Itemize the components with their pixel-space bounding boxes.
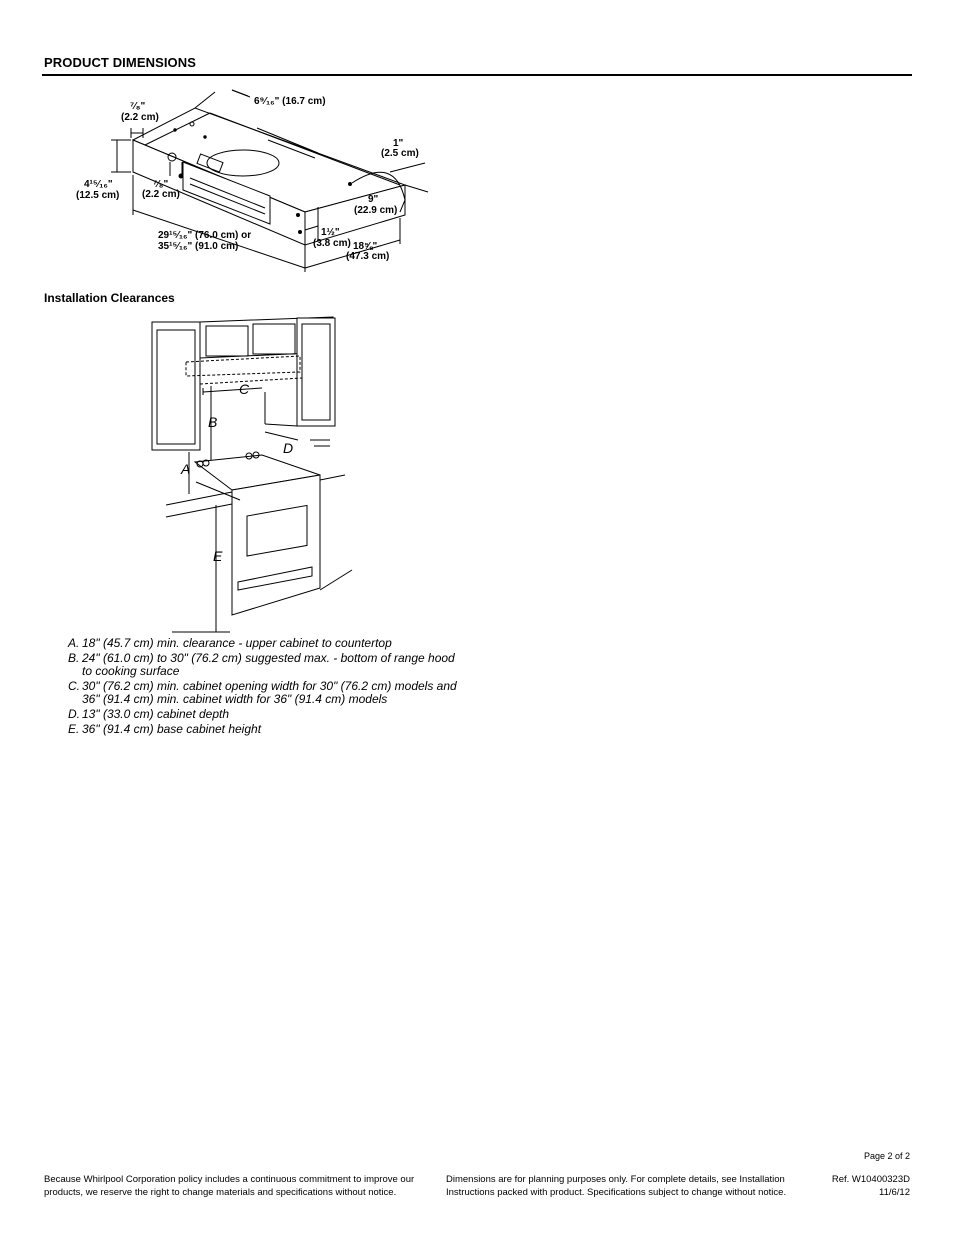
dim-side-in: 1½" [321,227,340,238]
footer-disclaimer: Dimensions are for planning purposes only. For complete details, see Installation Instructions packed with product. Specifications subject to change without notice. [446,1174,787,1198]
legend-text: 24" (61.0 cm) to 30" (76.2 cm) suggested max. - bottom of range hood to cooking surface [82,651,455,678]
legend-item [68,723,458,736]
legend-text: 13" (33.0 cm) cabinet depth [82,707,230,721]
legend-letter: A. [68,636,80,650]
legend-letter: C. [68,679,80,693]
legend-letter: D. [68,707,80,721]
footer-date: 11/6/12 [879,1186,910,1198]
dim-front-in: ⁷⁄₈" [153,179,169,190]
label-c: C [239,381,250,397]
legend-item [68,680,458,706]
page-title: PRODUCT DIMENSIONS [44,55,197,70]
label-b: B [208,414,218,430]
dim-top-left-in: ⁷⁄₈" [130,101,146,112]
legend-letter: E. [68,722,80,736]
legend-item [68,637,458,650]
dim-front-cm: (2.2 cm) [142,189,180,200]
dim-top-left-cm: (2.2 cm) [121,112,159,123]
legend-text: 18" (45.7 cm) min. clearance - upper cabinet to countertop [82,636,392,650]
dim-right-depth-cm: (22.9 cm) [354,205,398,216]
dim-width-line2: 35¹⁵⁄₁₆" (91.0 cm) [158,241,239,252]
dim-right-top-in: 1" [393,138,404,149]
dim-right-top-cm: (2.5 cm) [381,148,419,159]
dim-top-depth: 6⁹⁄₁₆" (16.7 cm) [254,96,326,107]
dim-right-depth-in: 9" [368,194,379,205]
clearances-title: Installation Clearances [44,291,175,305]
legend-item [68,708,458,721]
dim-height-in: 4¹⁵⁄₁₆" [84,179,113,190]
dim-side-cm: (3.8 cm) [313,238,351,249]
footer-ref: Ref. W10400323D [831,1174,910,1185]
dim-depth-in: 18⅝" [353,241,378,252]
label-a: A [181,461,191,477]
label-e: E [213,548,223,564]
legend-letter: B. [68,651,80,665]
label-d: D [283,440,294,456]
page-number: Page 2 of 2 [863,1151,910,1161]
footer-policy: Because Whirlpool Corporation policy includes a continuous commitment to improve our products, we reserve the right to change materials and specifications without notice. [44,1174,415,1198]
footer-reference [832,1174,910,1199]
dim-height-cm: (12.5 cm) [76,190,120,201]
dim-depth-cm: (47.3 cm) [346,251,390,262]
clearance-legend [68,637,458,738]
legend-item [68,652,458,678]
legend-text: 36" (91.4 cm) base cabinet height [82,722,262,736]
dim-width-line1: 29¹⁵⁄₁₆" (76.0 cm) or [158,230,252,241]
legend-text: 30" (76.2 cm) min. cabinet opening width for 30" (76.2 cm) models and 36" (91.4 cm) min. cabinet width for 36" (91.4 cm) models [82,679,457,706]
